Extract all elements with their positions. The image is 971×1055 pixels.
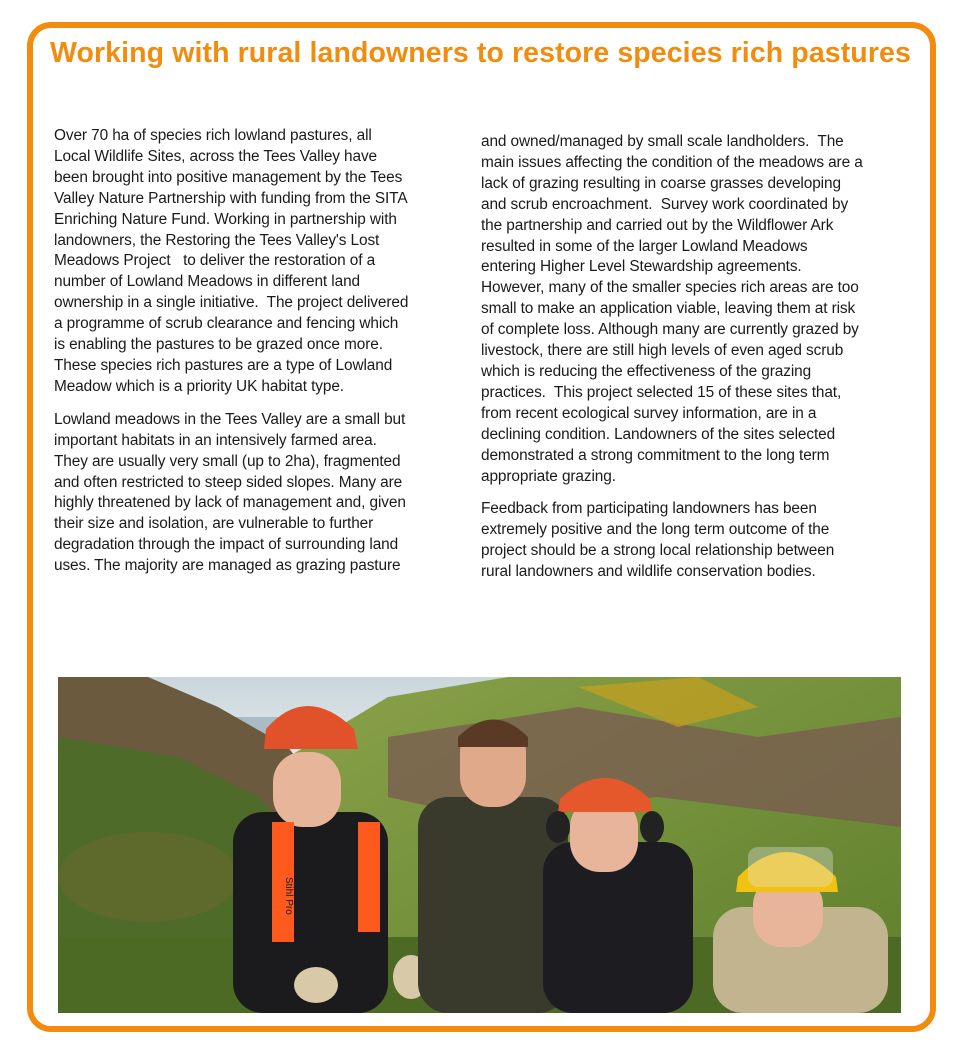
paragraph: Feedback from participating landowners has been extremely positive and the long term outcome of the project should be a strong local relationship between rural landowners and wildlife conservation bodies. — [481, 500, 835, 581]
paragraph: Lowland meadows in the Tees Valley are a small but important habitats in an intensively farmed area. They are usually very small (up to 2ha), fragmented and often restricted to steep sided slopes. Many are highly threatened by lack of management and, given their size and isolation, are vulnerable to further degradation through the impact of surrounding land uses. The majority are managed as grazing pasture — [54, 410, 406, 575]
right-column — [481, 132, 913, 595]
paragraph: Over 70 ha of species rich lowland pastures, all Local Wildlife Sites, across the Tees Valley have been brought into positive management by the Tees Valley Nature Partnership with funding from the SITA Enriching Nature Fund. Working in partnership with landowners, the Restoring the Tees Valley's Lost Meadows Project to deliver the restoration of a number of Lowland Meadows in different land ownership in a single initiative. The project delivered a programme of scrub clearance and fencing which is enabling the pastures to be grazed once more. These species rich pastures are a type of Lowland Meadow which is a priority UK habitat type. — [54, 127, 409, 395]
photo-illustration — [58, 677, 901, 1013]
vest-lettering: Stihl Pro — [283, 877, 294, 915]
left-column — [54, 126, 464, 589]
group-photo — [58, 677, 901, 1013]
article-title: Working with rural landowners to restore species rich pastures — [50, 37, 911, 69]
paragraph: and owned/managed by small scale landholders. The main issues affecting the condition of the meadows are a lack of grazing resulting in coarse grasses developing and scrub encroachment. Survey work coordinated by the partnership and carried out by the Wildflower Ark resulted in some of the larger Lowland Meadows entering Higher Level Stewardship agreements. However, many of the smaller species rich areas are too small to make an application viable, leaving them at risk of complete loss. Although many are currently grazed by livestock, there are still high levels of even aged scrub which is reducing the effectiveness of the grazing practices. This project selected 15 of these sites that, from recent ecological survey information, are in a declining condition. Landowners of the sites selected demonstrated a strong commitment to the long term appropriate grazing. — [481, 133, 863, 485]
